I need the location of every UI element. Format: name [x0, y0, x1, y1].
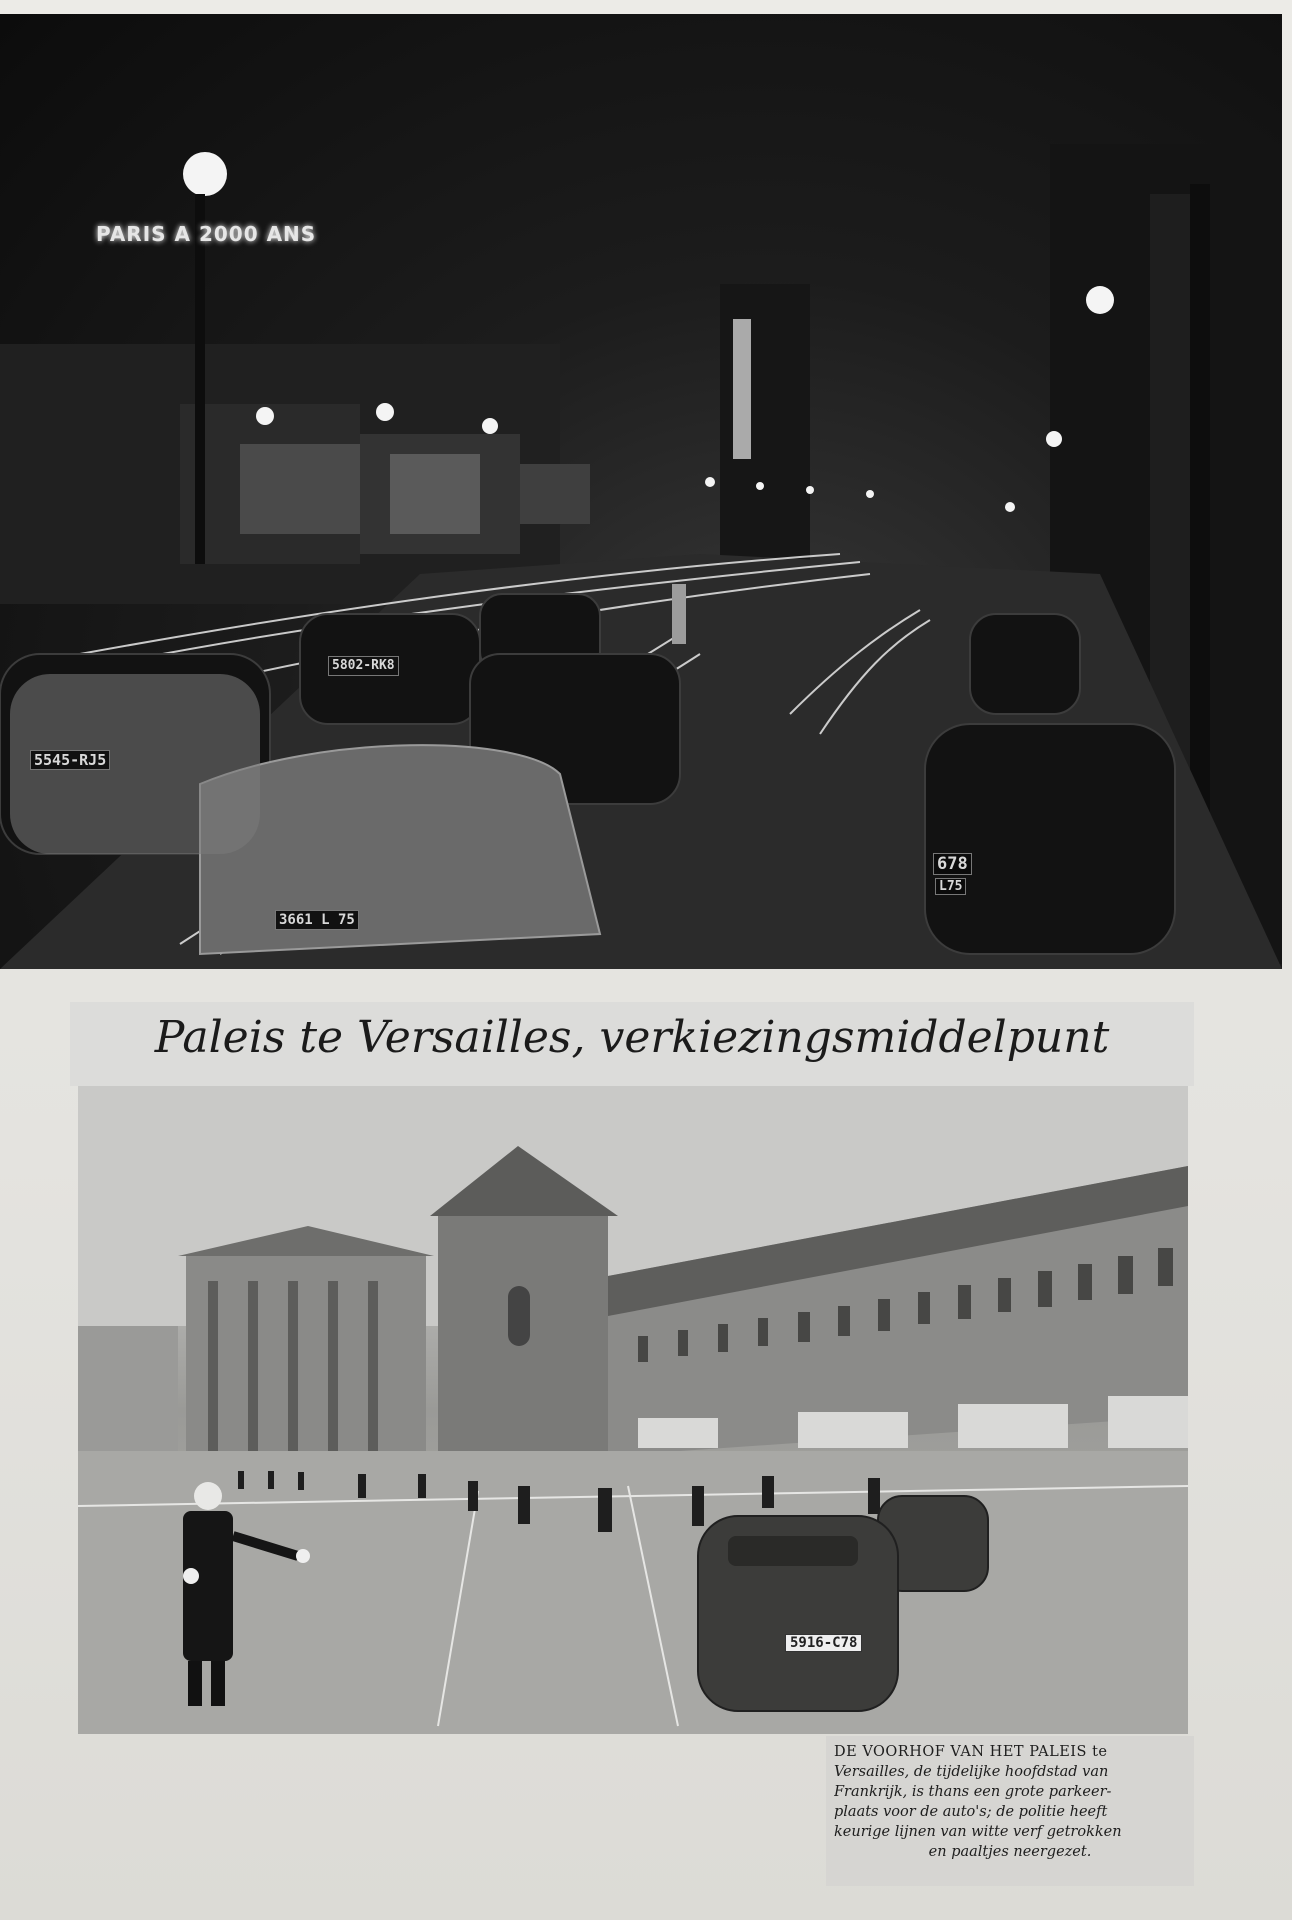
license-plate: 3661 L 75 — [275, 910, 359, 930]
caption-line: en paaltjes neergezet. — [928, 1844, 1092, 1860]
license-plate: L75 — [935, 878, 966, 895]
headline-strip — [70, 1002, 1194, 1086]
license-plate: 5802-RK8 — [328, 656, 399, 676]
license-plate: 678 — [933, 853, 972, 875]
caption-line: Versailles, de tijdelijke hoofdstad van — [834, 1764, 1109, 1780]
night-street-photo — [0, 14, 1282, 969]
photo-caption — [826, 1736, 1194, 1886]
license-plate: 5545-RJ5 — [30, 750, 110, 770]
license-plate: 5916-C78 — [785, 1634, 862, 1652]
night-street-scene — [0, 14, 1282, 969]
caption-line: keurige lijnen van witte verf getrokken — [834, 1824, 1122, 1840]
caption-line: Frankrijk, is thans een grote parkeer- — [834, 1784, 1112, 1800]
caption-line: plaats voor de auto's; de politie heeft — [834, 1804, 1108, 1820]
caption-line: DE VOORHOF VAN HET PALEIS te — [834, 1744, 1108, 1760]
neon-sign-text: PARIS A 2000 ANS — [96, 222, 317, 246]
headline: Paleis te Versailles, verkiezingsmiddelpunt — [154, 1012, 1110, 1063]
versailles-courtyard-photo — [78, 1086, 1188, 1734]
courtyard-scene — [78, 1086, 1188, 1734]
